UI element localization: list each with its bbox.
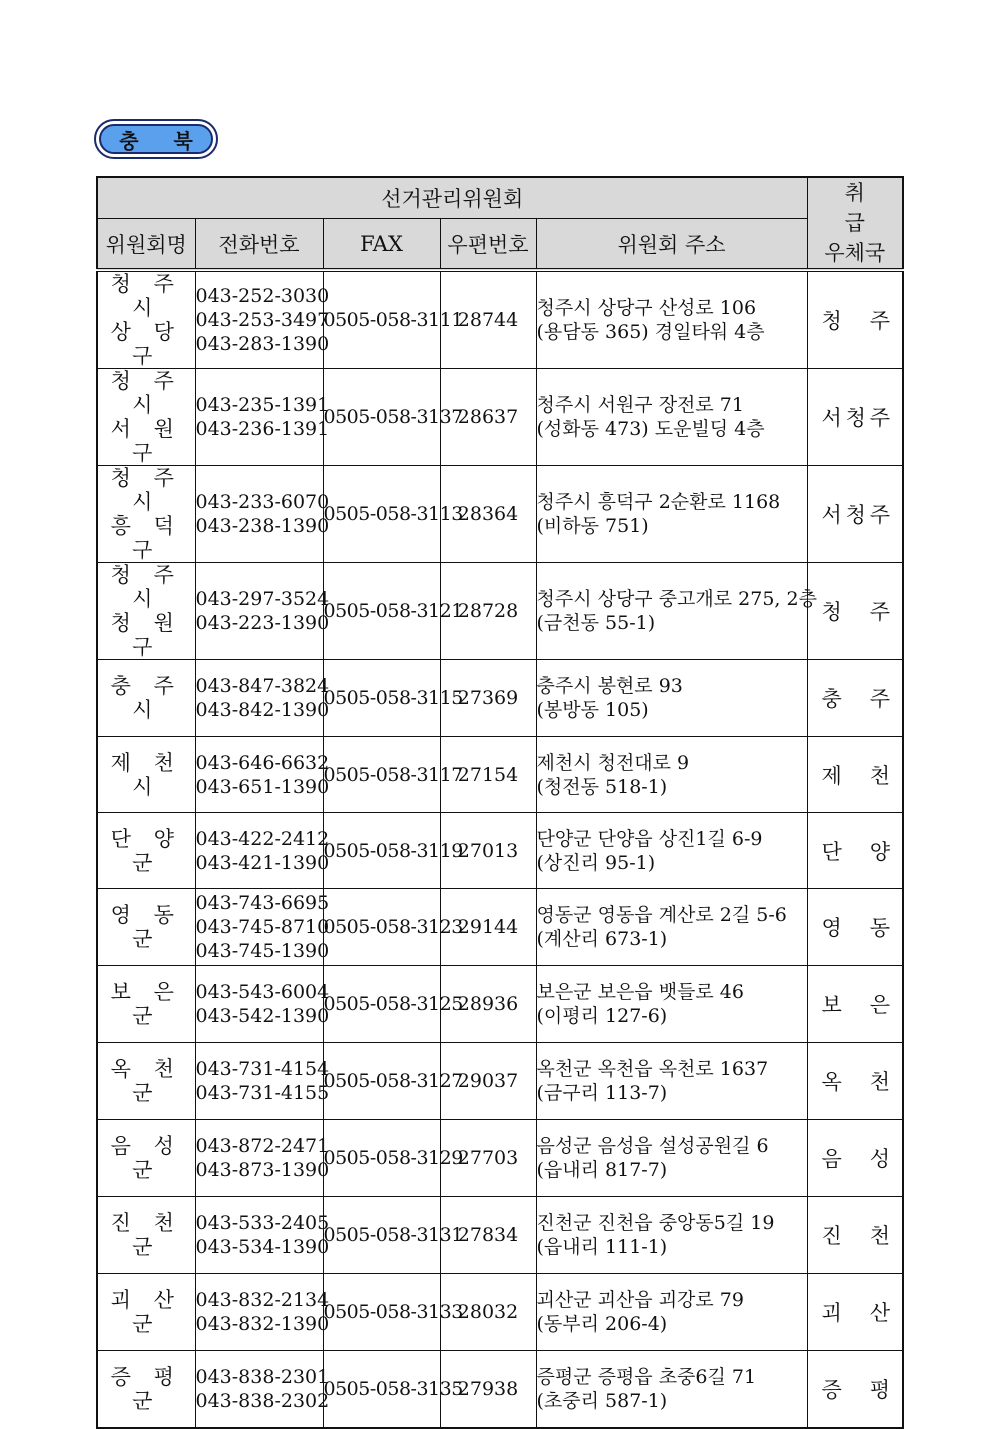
post-office-char: 주 — [869, 600, 890, 624]
handling-post-office — [807, 369, 903, 466]
postal-code: 27154 — [440, 737, 536, 813]
postal-code: 27013 — [440, 813, 536, 889]
commission-name — [97, 563, 195, 660]
phone-number: 043-253-3497 — [195, 309, 330, 331]
table-row — [97, 1043, 903, 1120]
post-office-char: 괴 — [821, 1301, 842, 1325]
post-office-char: 진 — [821, 1224, 842, 1248]
col-header-fax: FAX — [323, 219, 440, 270]
phone-numbers — [195, 369, 330, 466]
post-office-name — [808, 836, 903, 866]
table-header — [97, 177, 903, 270]
table-row — [97, 889, 903, 966]
commission-name-line: 보 은 군 — [110, 980, 182, 1028]
fax-number: 0505-058-3111 — [323, 270, 440, 369]
fax-number: 0505-058-3125 — [323, 966, 440, 1043]
phone-number: 043-252-3030 — [195, 285, 330, 307]
handling-post-office — [807, 1197, 903, 1274]
phone-numbers — [195, 1197, 330, 1274]
fax-number: 0505-058-3115 — [323, 660, 440, 737]
commission-name-line: 제 천 시 — [110, 750, 182, 799]
commission-address — [536, 813, 807, 889]
handling-post-office — [807, 966, 903, 1043]
commission-address — [536, 1120, 807, 1197]
col-header-address: 위원회 주소 — [536, 219, 807, 270]
post-office-char: 평 — [869, 1377, 890, 1402]
post-office-name — [808, 1374, 903, 1404]
phone-number: 043-651-1390 — [195, 775, 330, 798]
phone-number: 043-235-1391 — [195, 394, 330, 416]
handling-post-office — [807, 1043, 903, 1120]
phone-number: 043-223-1390 — [195, 612, 330, 634]
address-line: 괴산군 괴산읍 괴강로 79 — [536, 1289, 744, 1311]
handling-post-office — [807, 1351, 903, 1428]
post-office-char: 산 — [869, 1301, 890, 1325]
commission-address — [536, 270, 807, 369]
commission-name — [97, 270, 195, 369]
post-office-char: 천 — [869, 1224, 890, 1248]
table-row — [97, 737, 903, 813]
commission-name — [97, 1043, 195, 1120]
fax-number: 0505-058-3129 — [323, 1120, 440, 1197]
table-row — [97, 1197, 903, 1274]
handling-post-office — [807, 270, 903, 369]
phone-numbers — [195, 660, 330, 737]
post-office-name — [808, 1143, 903, 1173]
handling-post-office-header — [807, 177, 903, 270]
fax-number: 0505-058-3123 — [323, 889, 440, 966]
commission-address — [536, 466, 807, 563]
post-office-char: 옥 — [821, 1070, 842, 1094]
commission-name — [97, 369, 195, 466]
address-line: 옥천군 옥천읍 옥천로 1637 — [536, 1058, 769, 1080]
post-office-char: 청 — [845, 406, 866, 430]
post-office-char: 청 — [821, 600, 842, 624]
commission-name-line: 청 주 시 — [110, 466, 182, 514]
fax-number: 0505-058-3133 — [323, 1274, 440, 1351]
table-row — [97, 466, 903, 563]
post-office-char: 주 — [869, 406, 890, 430]
postal-code: 28032 — [440, 1274, 536, 1351]
phone-number: 043-745-8710 — [195, 916, 330, 938]
commission-name-line: 진 천 군 — [110, 1211, 182, 1259]
commission-name-line: 영 동 군 — [110, 903, 182, 951]
address-line: 증평군 증평읍 초중6길 71 — [536, 1365, 757, 1388]
address-line: 청주시 상당구 중고개로 275, 2층 — [536, 588, 817, 610]
postal-code: 29037 — [440, 1043, 536, 1120]
handling-post-office — [807, 813, 903, 889]
phone-numbers — [195, 563, 330, 660]
phone-numbers — [195, 889, 330, 966]
handling-post-office — [807, 563, 903, 660]
col-header-postal: 우편번호 — [440, 219, 536, 270]
commission-address — [536, 737, 807, 813]
phone-number: 043-872-2471 — [195, 1135, 330, 1157]
handling-post-office — [807, 1274, 903, 1351]
address-line: (금천동 55-1) — [536, 612, 656, 634]
phone-number: 043-847-3824 — [195, 675, 330, 697]
table-row — [97, 966, 903, 1043]
address-line: 제천시 청전대로 9 — [536, 751, 690, 774]
post-office-char: 서 — [821, 503, 842, 527]
commission-name-line: 청 주 시 — [110, 563, 182, 611]
post-office-char: 제 — [821, 763, 842, 788]
post-office-name — [808, 1297, 903, 1327]
post-office-char: 청 — [845, 503, 866, 527]
table-row — [97, 563, 903, 660]
postal-code: 28728 — [440, 563, 536, 660]
table-row — [97, 1274, 903, 1351]
address-line: 청주시 서원구 장전로 71 — [536, 394, 744, 416]
post-office-name — [808, 912, 903, 942]
phone-number: 043-838-2302 — [195, 1389, 330, 1412]
phone-number: 043-543-6004 — [195, 981, 330, 1003]
address-line: (성화동 473) 도운빌딩 4층 — [536, 418, 765, 440]
commission-name-line: 청 주 시 — [110, 272, 182, 320]
post-office-char: 보 — [821, 993, 842, 1017]
commission-address — [536, 1274, 807, 1351]
post-office-name — [808, 402, 903, 432]
commission-name-line: 흥 덕 구 — [110, 514, 182, 562]
phone-number: 043-421-1390 — [195, 851, 330, 874]
table-row — [97, 1120, 903, 1197]
table-row — [97, 813, 903, 889]
post-office-char: 주 — [869, 687, 890, 711]
handling-post-office — [807, 466, 903, 563]
post-office-char: 천 — [869, 763, 890, 788]
fax-number: 0505-058-3137 — [323, 369, 440, 466]
phone-number: 043-842-1390 — [195, 699, 330, 721]
post-office-char: 단 — [821, 839, 842, 864]
address-line: (초중리 587-1) — [536, 1389, 668, 1412]
col-header-phone: 전화번호 — [195, 219, 323, 270]
commission-name — [97, 966, 195, 1043]
commission-name — [97, 813, 195, 889]
address-line: 보은군 보은읍 뱃들로 46 — [536, 981, 744, 1003]
phone-number: 043-873-1390 — [195, 1159, 330, 1181]
phone-numbers — [195, 1274, 330, 1351]
postal-code: 28637 — [440, 369, 536, 466]
commission-address — [536, 660, 807, 737]
post-office-char: 음 — [821, 1147, 842, 1171]
phone-number: 043-838-2301 — [195, 1365, 330, 1388]
fax-number: 0505-058-3135 — [323, 1351, 440, 1428]
col-header-name: 위원회명 — [97, 219, 195, 270]
fax-number: 0505-058-3113 — [323, 466, 440, 563]
post-office-name — [808, 305, 903, 335]
commission-name — [97, 466, 195, 563]
commission-address — [536, 1043, 807, 1120]
postal-code: 28744 — [440, 270, 536, 369]
address-line: 충주시 봉현로 93 — [536, 675, 683, 697]
phone-number: 043-236-1391 — [195, 418, 330, 440]
post-office-char: 은 — [869, 993, 890, 1017]
group-header: 선거관리위원회 — [97, 177, 807, 219]
commission-name-line: 충 주 시 — [110, 674, 182, 722]
handling-header-line2: 우체국 — [824, 241, 886, 265]
postal-code: 27938 — [440, 1351, 536, 1428]
phone-numbers — [195, 737, 330, 813]
address-line: (읍내리 817-7) — [536, 1159, 668, 1181]
postal-code: 29144 — [440, 889, 536, 966]
commission-name-line: 괴 산 군 — [110, 1288, 182, 1336]
commission-name-line: 서 원 구 — [110, 417, 182, 465]
commission-name — [97, 1120, 195, 1197]
post-office-char: 증 — [821, 1377, 842, 1402]
post-office-name — [808, 499, 903, 529]
address-line: (이평리 127-6) — [536, 1005, 668, 1027]
region-badge — [94, 119, 218, 159]
post-office-char: 동 — [869, 916, 890, 940]
commission-name-line: 청 주 시 — [110, 369, 182, 417]
phone-number: 043-731-4154 — [195, 1058, 330, 1080]
phone-number: 043-297-3524 — [195, 588, 330, 610]
table-row — [97, 660, 903, 737]
postal-code: 28364 — [440, 466, 536, 563]
fax-number: 0505-058-3131 — [323, 1197, 440, 1274]
address-line: 진천군 진천읍 중앙동5길 19 — [536, 1212, 775, 1234]
phone-number: 043-731-4155 — [195, 1082, 330, 1104]
commission-address — [536, 1197, 807, 1274]
phone-numbers — [195, 1120, 330, 1197]
handling-post-office — [807, 1120, 903, 1197]
address-line: 청주시 상당구 산성로 106 — [536, 297, 757, 319]
handling-post-office — [807, 660, 903, 737]
post-office-char: 주 — [869, 309, 890, 333]
fax-number: 0505-058-3119 — [323, 813, 440, 889]
address-line: (금구리 113-7) — [536, 1082, 668, 1104]
post-office-name — [808, 989, 903, 1019]
fax-number: 0505-058-3117 — [323, 737, 440, 813]
phone-numbers — [195, 270, 330, 369]
phone-number: 043-542-1390 — [195, 1005, 330, 1027]
commission-name — [97, 1351, 195, 1428]
commission-name-line: 단 양 군 — [110, 826, 182, 875]
address-line: 음성군 음성읍 설성공원길 6 — [536, 1135, 769, 1157]
post-office-char: 영 — [821, 916, 842, 940]
fax-number: 0505-058-3127 — [323, 1043, 440, 1120]
post-office-name — [808, 596, 903, 626]
post-office-char: 서 — [821, 406, 842, 430]
phone-number: 043-422-2412 — [195, 827, 330, 850]
phone-number: 043-233-6070 — [195, 491, 330, 513]
commission-name-line: 옥 천 군 — [110, 1057, 182, 1105]
address-line: (동부리 206-4) — [536, 1313, 668, 1335]
commission-address — [536, 369, 807, 466]
phone-numbers — [195, 813, 330, 889]
fax-number: 0505-058-3121 — [323, 563, 440, 660]
address-line: (비하동 751) — [536, 515, 649, 537]
phone-numbers — [195, 466, 330, 563]
phone-number: 043-283-1390 — [195, 333, 330, 355]
handling-post-office — [807, 737, 903, 813]
commission-name-line: 증 평 군 — [110, 1364, 182, 1413]
phone-numbers — [195, 966, 330, 1043]
postal-code: 27834 — [440, 1197, 536, 1274]
commission-address — [536, 563, 817, 660]
table-row — [97, 1351, 903, 1428]
post-office-char: 청 — [821, 309, 842, 333]
phone-numbers — [195, 1043, 330, 1120]
phone-number: 043-745-1390 — [195, 940, 330, 962]
handling-header-line1: 취 급 — [844, 181, 893, 235]
post-office-char: 양 — [869, 839, 890, 864]
postal-code: 28936 — [440, 966, 536, 1043]
address-line: (읍내리 111-1) — [536, 1236, 668, 1258]
address-line: (용담동 365) 경일타워 4층 — [536, 321, 765, 343]
table-body — [97, 270, 903, 1428]
post-office-char: 충 — [821, 687, 842, 711]
commission-address — [536, 1351, 807, 1428]
phone-number: 043-646-6632 — [195, 751, 330, 774]
phone-number: 043-743-6695 — [195, 892, 330, 914]
commission-name-line: 상 당 구 — [110, 320, 182, 368]
address-line: (계산리 673-1) — [536, 928, 668, 950]
address-line: (봉방동 105) — [536, 699, 649, 721]
phone-number: 043-533-2405 — [195, 1212, 330, 1234]
commission-address — [536, 889, 807, 966]
handling-post-office — [807, 889, 903, 966]
region-label: 충 북 — [99, 124, 213, 154]
post-office-name — [808, 1066, 903, 1096]
phone-number: 043-832-2134 — [195, 1289, 330, 1311]
post-office-name — [808, 760, 903, 790]
commission-name-line: 음 성 군 — [110, 1134, 182, 1182]
address-line: (청전동 518-1) — [536, 775, 668, 798]
commission-name — [97, 889, 195, 966]
commission-name — [97, 737, 195, 813]
postal-code: 27703 — [440, 1120, 536, 1197]
phone-number: 043-832-1390 — [195, 1313, 330, 1335]
phone-number: 043-238-1390 — [195, 515, 330, 537]
commission-name-line: 청 원 구 — [110, 611, 182, 659]
address-line: 청주시 흥덕구 2순환로 1168 — [536, 491, 781, 513]
table-row — [97, 369, 903, 466]
address-line: (상진리 95-1) — [536, 851, 656, 874]
commission-name — [97, 1197, 195, 1274]
post-office-name — [808, 1220, 903, 1250]
postal-code: 27369 — [440, 660, 536, 737]
post-office-name — [808, 683, 903, 713]
address-line: 영동군 영동읍 계산로 2길 5-6 — [536, 904, 787, 926]
phone-number: 043-534-1390 — [195, 1236, 330, 1258]
post-office-char: 성 — [869, 1147, 890, 1171]
table-row — [97, 270, 903, 369]
phone-numbers — [195, 1351, 330, 1428]
post-office-char: 천 — [869, 1070, 890, 1094]
commission-name — [97, 1274, 195, 1351]
election-commission-table — [96, 176, 904, 1429]
commission-name — [97, 660, 195, 737]
address-line: 단양군 단양읍 상진1길 6-9 — [536, 827, 763, 850]
commission-address — [536, 966, 807, 1043]
post-office-char: 주 — [869, 503, 890, 527]
